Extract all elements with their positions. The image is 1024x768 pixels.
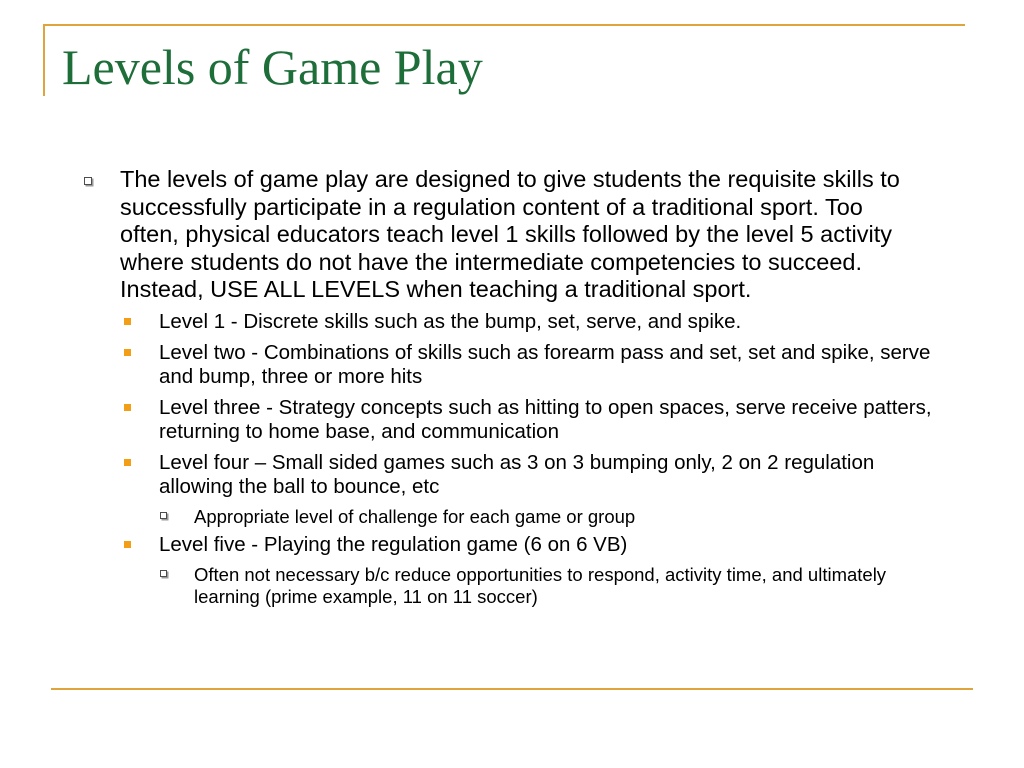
level-4-subtext: Appropriate level of challenge for each game or group (194, 505, 636, 527)
level-5-subitem (160, 564, 944, 607)
slide-content (84, 166, 944, 613)
hollow-square-bullet-icon (84, 166, 120, 185)
intro-bullet (84, 166, 944, 304)
hollow-square-bullet-icon (160, 564, 194, 577)
filled-square-bullet-icon (124, 451, 159, 466)
intro-text: The levels of game play are designed to give students the requisite skills to successfully participate in a regulation content of a traditional sport. Too often, physical educators teach level 1 skills followed by the level 5 activity where students do not have the intermediate competencies to succeed. Instead, USE ALL LEVELS when teaching a traditional sport. (120, 166, 900, 302)
left-accent-line (43, 24, 45, 96)
filled-square-bullet-icon (124, 310, 159, 325)
filled-square-bullet-icon (124, 396, 159, 411)
slide-title: Levels of Game Play (62, 39, 483, 95)
level-5-subtext: Often not necessary b/c reduce opportunities to respond, activity time, and ultimately learning (prime example, 11 on 11 soccer) (194, 564, 887, 607)
filled-square-bullet-icon (124, 533, 159, 548)
level-4-text: Level four – Small sided games such as 3 on 3 bumping only, 2 on 2 regulation allowing the ball to bounce, etc (159, 450, 875, 498)
level-5-item (124, 533, 944, 557)
level-3-text: Level three - Strategy concepts such as hitting to open spaces, serve receive patters, returning to home base, and communication (159, 395, 932, 443)
hollow-square-bullet-icon (160, 506, 194, 519)
level-5-text: Level five - Playing the regulation game (6 on 6 VB) (159, 533, 628, 556)
level-2-item (124, 341, 944, 389)
level-4-subitem (160, 506, 944, 528)
level-1-text: Level 1 - Discrete skills such as the bump, set, serve, and spike. (159, 309, 742, 333)
bottom-accent-line (51, 688, 973, 690)
level-1-item (124, 310, 944, 334)
top-accent-line (43, 24, 965, 26)
level-4-item (124, 451, 944, 499)
level-2-text: Level two - Combinations of skills such as forearm pass and set, set and spike, serve and bump, three or more hits (159, 340, 931, 388)
filled-square-bullet-icon (124, 341, 159, 356)
level-3-item (124, 396, 944, 444)
